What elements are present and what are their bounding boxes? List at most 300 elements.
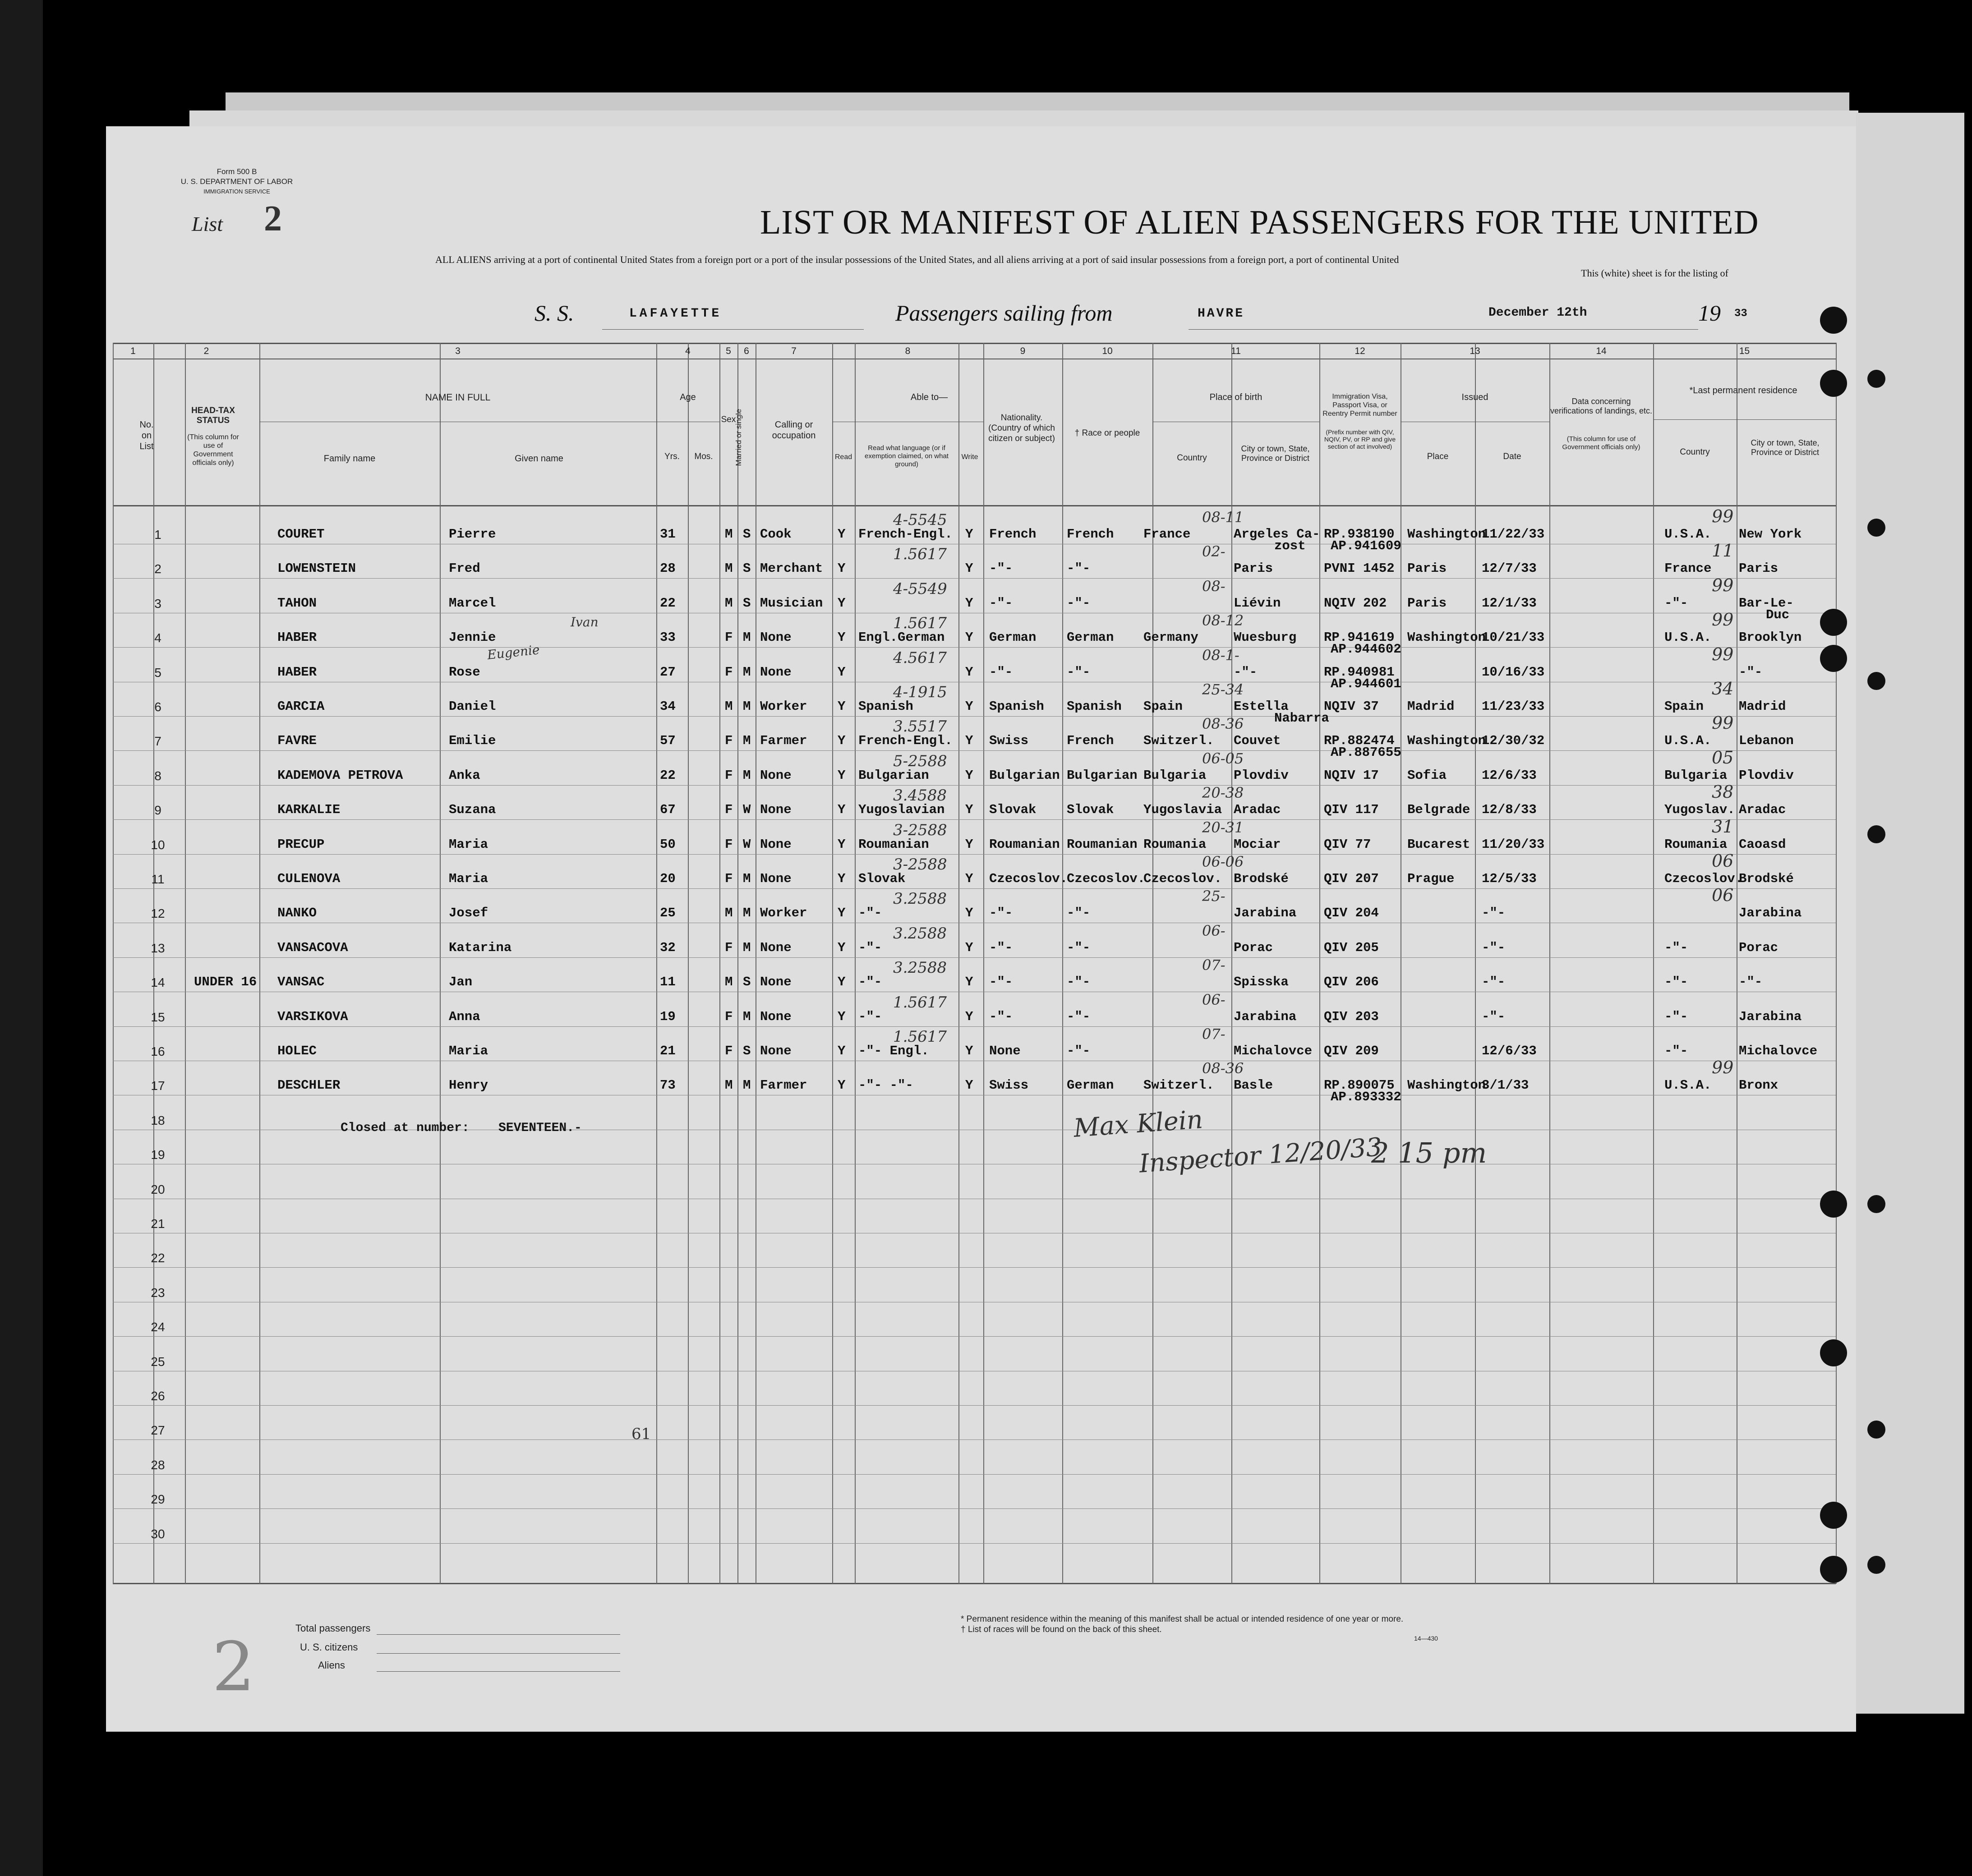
row-number: 16 <box>151 1044 165 1058</box>
handwritten-birth-code: 08-36 <box>1202 715 1244 733</box>
column-number: 1 <box>130 346 136 356</box>
handwritten-residence-code: 06 <box>1712 885 1734 906</box>
issued-date: 11/22/33 <box>1482 527 1545 542</box>
sex: M <box>725 595 733 611</box>
sex: F <box>725 940 733 955</box>
row-rule <box>113 647 1836 648</box>
footer-citizens-label: U. S. citizens <box>300 1642 358 1653</box>
row-rule <box>113 1267 1836 1268</box>
given-name: Pierre <box>449 527 496 542</box>
header-place-of-birth: Place of birth <box>1209 392 1262 402</box>
read-language: Engl.German <box>858 630 945 645</box>
header-race: † Race or people <box>1074 428 1140 438</box>
age-years: 11 <box>660 975 676 990</box>
header-family-name: Family name <box>323 454 376 464</box>
issued-date: -"- <box>1482 975 1506 990</box>
can-write: Y <box>965 699 973 714</box>
can-read: Y <box>838 1078 846 1093</box>
nationality: German <box>989 630 1037 645</box>
family-name: VANSACOVA <box>277 940 348 955</box>
residence-city: Bronx <box>1739 1078 1778 1093</box>
birth-city-line2: Nabarra <box>1274 711 1329 726</box>
read-language: French-Engl. <box>858 733 953 749</box>
closed-at-value: SEVENTEEN.- <box>498 1121 582 1135</box>
header-residence: *Last permanent residence <box>1689 386 1797 395</box>
can-write: Y <box>965 837 973 852</box>
manifest-page <box>106 126 1856 1732</box>
row-rule <box>113 785 1836 786</box>
list-number: 2 <box>264 199 282 239</box>
issued-date: 11/20/33 <box>1482 837 1545 852</box>
header-issued-date: Date <box>1503 452 1521 461</box>
row-number: 19 <box>151 1148 165 1162</box>
can-read: Y <box>838 802 846 818</box>
row-number: 23 <box>151 1285 165 1300</box>
header-calling: Calling or occupation <box>772 420 816 441</box>
handwritten-code: 1.5617 <box>893 993 947 1012</box>
given-name: Henry <box>449 1078 488 1093</box>
birth-city: Jarabina <box>1234 906 1297 921</box>
row-number: 14 <box>151 975 165 990</box>
issued-place: Madrid <box>1407 699 1455 714</box>
birth-city: Paris <box>1234 561 1273 576</box>
inspector-title-date: Inspector 12/20/33 <box>1138 1132 1383 1179</box>
birth-country: Germany <box>1143 630 1198 645</box>
row-number: 25 <box>151 1354 165 1369</box>
can-write: Y <box>965 802 973 818</box>
can-write: Y <box>965 630 973 645</box>
marital-status: W <box>743 802 751 818</box>
grid-vertical-line <box>983 343 984 1584</box>
residence-country: U.S.A. <box>1664 733 1712 749</box>
residence-city: Jarabina <box>1739 906 1802 921</box>
family-name: NANKO <box>277 906 317 921</box>
row-number: 7 <box>154 734 161 749</box>
page-title: LIST OR MANIFEST OF ALIEN PASSENGERS FOR THE UNITED <box>760 203 1759 241</box>
handwritten-residence-code: 34 <box>1712 679 1734 699</box>
read-language: -"- <box>858 1009 882 1024</box>
row-number: 8 <box>154 768 161 783</box>
nationality: None <box>989 1044 1021 1058</box>
residence-country: Czecoslov. <box>1664 871 1743 886</box>
header-read: Read <box>834 453 852 461</box>
read-language: Slovak <box>858 871 906 886</box>
grid-vertical-line <box>688 343 689 1584</box>
occupation: Cook <box>760 527 792 542</box>
column-number: 15 <box>1739 346 1750 356</box>
can-write: Y <box>965 1009 973 1024</box>
nationality: Swiss <box>989 1078 1029 1093</box>
inspector-signature: Max Klein <box>1073 1105 1204 1143</box>
handwritten-birth-code: 08-36 <box>1202 1060 1244 1077</box>
row-rule <box>113 888 1836 889</box>
column-number: 9 <box>1020 346 1026 356</box>
row-rule <box>113 957 1836 958</box>
row-number: 30 <box>151 1527 165 1541</box>
race: -"- <box>1067 906 1091 921</box>
sailing-date: December 12th <box>1488 306 1587 320</box>
list-label: List <box>192 212 223 235</box>
handwritten-birth-code: 07- <box>1202 1025 1226 1043</box>
nationality: -"- <box>989 906 1013 921</box>
can-write: Y <box>965 595 973 611</box>
read-language: Roumanian <box>858 837 929 852</box>
given-name-annotation: Eugenie <box>486 642 540 662</box>
grid-vertical-line <box>958 343 959 1584</box>
race: -"- <box>1067 664 1091 680</box>
issued-place: Paris <box>1407 595 1447 611</box>
nationality: -"- <box>989 595 1013 611</box>
handwritten-birth-code: 25-34 <box>1202 681 1244 698</box>
footer-dots <box>377 1671 620 1672</box>
can-read: Y <box>838 595 846 611</box>
visa-number: QIV 117 <box>1324 802 1379 818</box>
given-name: Daniel <box>449 699 496 714</box>
marital-status: S <box>743 975 751 990</box>
residence-city: Bar-Le- <box>1739 595 1794 611</box>
occupation: None <box>760 1044 792 1058</box>
race: Spanish <box>1067 699 1122 714</box>
birth-city: Basle <box>1234 1078 1273 1093</box>
issued-date: 12/7/33 <box>1482 561 1537 576</box>
grid-vertical-line <box>440 343 441 1584</box>
marital-status: M <box>743 1009 751 1024</box>
issued-place: Washington <box>1407 733 1486 749</box>
visa-number: RP.938190 <box>1324 527 1395 542</box>
residence-city: Michalovce <box>1739 1044 1818 1058</box>
header-name-in-full: NAME IN FULL <box>425 392 491 403</box>
grid-vertical-line <box>855 343 856 1584</box>
row-number: 9 <box>154 803 161 818</box>
given-name: Maria <box>449 837 488 852</box>
handwritten-birth-code: 06- <box>1202 922 1226 939</box>
occupation: None <box>760 975 792 990</box>
marital-status: M <box>743 664 751 680</box>
residence-country: Spain <box>1664 699 1704 714</box>
given-name: Fred <box>449 561 480 576</box>
sex: F <box>725 802 733 818</box>
family-name: KARKALIE <box>277 802 341 818</box>
given-name: Marcel <box>449 595 496 611</box>
issued-date: 10/21/33 <box>1482 630 1545 645</box>
visa-number: RP.890075 <box>1324 1078 1395 1093</box>
handwritten-residence-code: 06 <box>1712 851 1734 871</box>
visa-number-line2: AP.944602 <box>1331 642 1401 657</box>
row-rule <box>113 1508 1836 1509</box>
residence-country: -"- <box>1664 975 1688 990</box>
footer-note-races: † List of races will be found on the back of this sheet. <box>961 1625 1162 1634</box>
family-name: KADEMOVA PETROVA <box>277 768 403 783</box>
header-head-tax: HEAD-TAX STATUS <box>191 406 235 425</box>
header-write: Write <box>961 453 978 461</box>
footer-aliens-label: Aliens <box>318 1660 345 1671</box>
race: Slovak <box>1067 802 1114 818</box>
given-name: Anna <box>449 1009 480 1024</box>
age-years: 57 <box>660 733 676 749</box>
handwritten-code: 3-2588 <box>893 855 947 874</box>
handwritten-code: 4.5617 <box>893 648 947 667</box>
marital-status: S <box>743 595 751 611</box>
row-number: 3 <box>154 596 161 611</box>
punch-hole <box>1820 1191 1847 1218</box>
punch-hole <box>1820 307 1847 334</box>
row-rule <box>113 1026 1836 1027</box>
grid-vertical-line <box>1549 343 1550 1584</box>
footer-note-residence: * Permanent residence within the meaning of this manifest shall be actual or intended residence of one year or more. <box>961 1614 1404 1624</box>
age-years: 21 <box>660 1044 676 1058</box>
column-number: 5 <box>726 346 731 356</box>
port-name: HAVRE <box>1198 307 1245 321</box>
row-number: 28 <box>151 1458 165 1472</box>
row-number: 2 <box>154 562 161 576</box>
row-rule <box>113 819 1836 820</box>
year-suffix: 33 <box>1734 308 1747 320</box>
residence-country: Bulgaria <box>1664 768 1728 783</box>
visa-number: QIV 77 <box>1324 837 1371 852</box>
header-issued-place: Place <box>1427 452 1449 461</box>
birth-country: Czecoslov. <box>1143 871 1222 886</box>
nationality: -"- <box>989 1009 1013 1024</box>
race: Bulgarian <box>1067 768 1138 783</box>
age-years: 32 <box>660 940 676 955</box>
occupation: None <box>760 664 792 680</box>
age-years: 31 <box>660 527 676 542</box>
residence-city-line2: Duc <box>1766 607 1790 622</box>
handwritten-birth-code: 08-12 <box>1202 612 1244 630</box>
birth-city: Brodské <box>1234 871 1289 886</box>
family-name: DESCHLER <box>277 1078 341 1093</box>
header-birth-city: City or town, State, Province or District <box>1241 444 1310 463</box>
given-name: Jennie <box>449 630 496 645</box>
row-number: 4 <box>154 631 161 645</box>
handwritten-birth-code: 08- <box>1202 577 1226 595</box>
family-name: FAVRE <box>277 733 317 749</box>
given-name: Rose <box>449 664 480 680</box>
sex: F <box>725 664 733 680</box>
row-number: 12 <box>151 906 165 921</box>
residence-country: -"- <box>1664 595 1688 611</box>
handwritten-code: 4-1915 <box>893 683 947 701</box>
punch-hole <box>1867 1421 1885 1439</box>
can-read: Y <box>838 906 846 921</box>
visa-number-line2: AP.887655 <box>1331 745 1401 760</box>
marital-status: M <box>743 940 751 955</box>
handwritten-code: 3.2588 <box>893 890 947 908</box>
footer-dots <box>377 1653 620 1654</box>
column-number: 12 <box>1355 346 1365 356</box>
given-name: Josef <box>449 906 488 921</box>
header-nationality: Nationality. (Country of which citizen or subject) <box>988 413 1055 443</box>
punch-hole <box>1867 825 1885 843</box>
nationality: Bulgarian <box>989 768 1060 783</box>
header-landings: Data concerning verifications of landings, etc. <box>1550 397 1653 415</box>
punch-hole <box>1820 1339 1847 1366</box>
column-number: 3 <box>455 346 461 356</box>
issued-date: -"- <box>1482 940 1506 955</box>
residence-city: Lebanon <box>1739 733 1794 749</box>
handwritten-birth-code: 02- <box>1202 543 1226 561</box>
department-name: U. S. DEPARTMENT OF LABOR <box>180 177 293 186</box>
row-rule <box>113 1405 1836 1406</box>
header-given-name: Given name <box>515 454 563 464</box>
header-able-to: Able to— <box>910 392 948 402</box>
visa-number-line2: AP.941609 <box>1331 538 1401 553</box>
age-years: 33 <box>660 630 676 645</box>
age-years: 22 <box>660 595 676 611</box>
handwritten-code: 3.5517 <box>893 717 947 736</box>
handwritten-birth-code: 07- <box>1202 956 1226 974</box>
residence-country: Roumania <box>1664 837 1728 852</box>
row-number: 26 <box>151 1389 165 1403</box>
header-issued: Issued <box>1461 392 1488 402</box>
column-number: 11 <box>1231 346 1241 356</box>
sex: F <box>725 871 733 886</box>
handwritten-birth-code: 20-31 <box>1202 818 1244 836</box>
row-number: 18 <box>151 1113 165 1127</box>
row-number: 20 <box>151 1182 165 1196</box>
row-rule <box>113 578 1836 579</box>
residence-country: France <box>1664 561 1712 576</box>
row-number: 10 <box>151 837 165 852</box>
handwritten-residence-code: 31 <box>1712 816 1734 837</box>
can-write: Y <box>965 906 973 921</box>
race: -"- <box>1067 561 1091 576</box>
issued-place: Washington <box>1407 1078 1486 1093</box>
marital-status: M <box>743 768 751 783</box>
ship-name: LAFAYETTE <box>629 307 722 321</box>
issued-date: 12/5/33 <box>1482 871 1537 886</box>
residence-city: Caoasd <box>1739 837 1786 852</box>
race: -"- <box>1067 975 1091 990</box>
handwritten-code: 1.5617 <box>893 614 947 633</box>
nationality: Swiss <box>989 733 1029 749</box>
head-tax-status: UNDER 16 <box>194 975 257 990</box>
form-number: Form 500 B <box>217 167 257 176</box>
sex: F <box>725 630 733 645</box>
given-name: Katarina <box>449 940 512 955</box>
visa-number: RP.941619 <box>1324 630 1395 645</box>
age-years: 67 <box>660 802 676 818</box>
closed-at-label: Closed at number: <box>341 1121 470 1135</box>
row-number: 6 <box>154 700 161 714</box>
can-write: Y <box>965 733 973 749</box>
sex: M <box>725 527 733 542</box>
issued-place: Washington <box>1407 630 1486 645</box>
family-name: COURET <box>277 527 325 542</box>
adjacent-page <box>1856 113 1964 1714</box>
visa-number-line2: AP.893332 <box>1331 1090 1401 1105</box>
residence-country: Yugoslav. <box>1664 802 1735 818</box>
header-age: Age <box>680 392 696 402</box>
row-number: 11 <box>151 872 165 886</box>
age-years: 20 <box>660 871 676 886</box>
can-read: Y <box>838 699 846 714</box>
grid-vertical-line <box>113 343 114 1584</box>
can-write: Y <box>965 1044 973 1058</box>
punch-hole <box>1820 609 1847 636</box>
occupation: Merchant <box>760 561 823 576</box>
residence-country: U.S.A. <box>1664 1078 1712 1093</box>
birth-city: Michalovce <box>1234 1044 1313 1058</box>
header-visa: Immigration Visa, Passport Visa, or Reentry Permit number <box>1322 393 1397 418</box>
birth-city: Plovdiv <box>1234 768 1289 783</box>
age-years: 19 <box>660 1009 676 1024</box>
can-write: Y <box>965 871 973 886</box>
given-name-annotation: Ivan <box>571 615 599 630</box>
family-name: CULENOVA <box>277 871 341 886</box>
ss-label: S. S. <box>534 300 574 326</box>
visa-number: PVNI 1452 <box>1324 561 1395 576</box>
nationality: Czecoslov. <box>989 871 1068 886</box>
marital-status: M <box>743 733 751 749</box>
grid-vertical-line <box>185 343 186 1584</box>
row-rule <box>113 854 1836 855</box>
handwritten-code: 5-2588 <box>893 752 947 770</box>
occupation: None <box>760 802 792 818</box>
handwritten-birth-code: 20-38 <box>1202 784 1244 802</box>
issued-date: -"- <box>1482 1009 1506 1024</box>
header-yrs: Yrs. <box>664 452 680 461</box>
occupation: Musician <box>760 595 823 611</box>
read-language: Yugoslavian <box>858 802 945 818</box>
read-language: French-Engl. <box>858 527 953 542</box>
birth-city-line2: zost <box>1274 538 1306 553</box>
birth-city: Estella <box>1234 699 1289 714</box>
row-number: 29 <box>151 1492 165 1507</box>
handwritten-code: 3.2588 <box>893 959 947 977</box>
birth-city: Couvet <box>1234 733 1281 749</box>
issued-date: 12/30/32 <box>1482 733 1545 749</box>
visa-number: NQIV 17 <box>1324 768 1379 783</box>
family-name: VARSIKOVA <box>277 1009 348 1024</box>
visa-number: NQIV 37 <box>1324 699 1379 714</box>
handwritten-residence-code: 99 <box>1712 610 1734 630</box>
given-name: Emilie <box>449 733 496 749</box>
family-name: HABER <box>277 664 317 680</box>
race: French <box>1067 527 1114 542</box>
marital-status: S <box>743 561 751 576</box>
handwritten-residence-code: 38 <box>1712 782 1734 802</box>
can-read: Y <box>838 975 846 990</box>
can-read: Y <box>838 940 846 955</box>
issued-date: -"- <box>1482 906 1506 921</box>
sex: F <box>725 1009 733 1024</box>
nationality: Roumanian <box>989 837 1060 852</box>
sex: M <box>725 975 733 990</box>
race: German <box>1067 1078 1114 1093</box>
family-name: TAHON <box>277 595 317 611</box>
header-married: Married or single <box>734 409 743 466</box>
read-language: -"- <box>858 940 882 955</box>
punch-hole <box>1867 1556 1885 1574</box>
occupation: None <box>760 1009 792 1024</box>
row-number: 17 <box>151 1079 165 1093</box>
issued-place: Belgrade <box>1407 802 1470 818</box>
birth-country: Switzerl. <box>1143 733 1214 749</box>
issued-date: 11/23/33 <box>1482 699 1545 714</box>
row-number: 27 <box>151 1423 165 1438</box>
grid-vertical-line <box>259 343 260 1584</box>
issued-date: 12/6/33 <box>1482 1044 1537 1058</box>
grid-vertical-line <box>656 343 657 1584</box>
column-number: 10 <box>1102 346 1113 356</box>
residence-city: Paris <box>1739 561 1778 576</box>
birth-city: Liévin <box>1234 595 1281 611</box>
grid-vertical-line <box>832 343 833 1584</box>
nationality: -"- <box>989 975 1013 990</box>
handwritten-birth-code: 06-06 <box>1202 853 1244 870</box>
given-name: Maria <box>449 1044 488 1058</box>
